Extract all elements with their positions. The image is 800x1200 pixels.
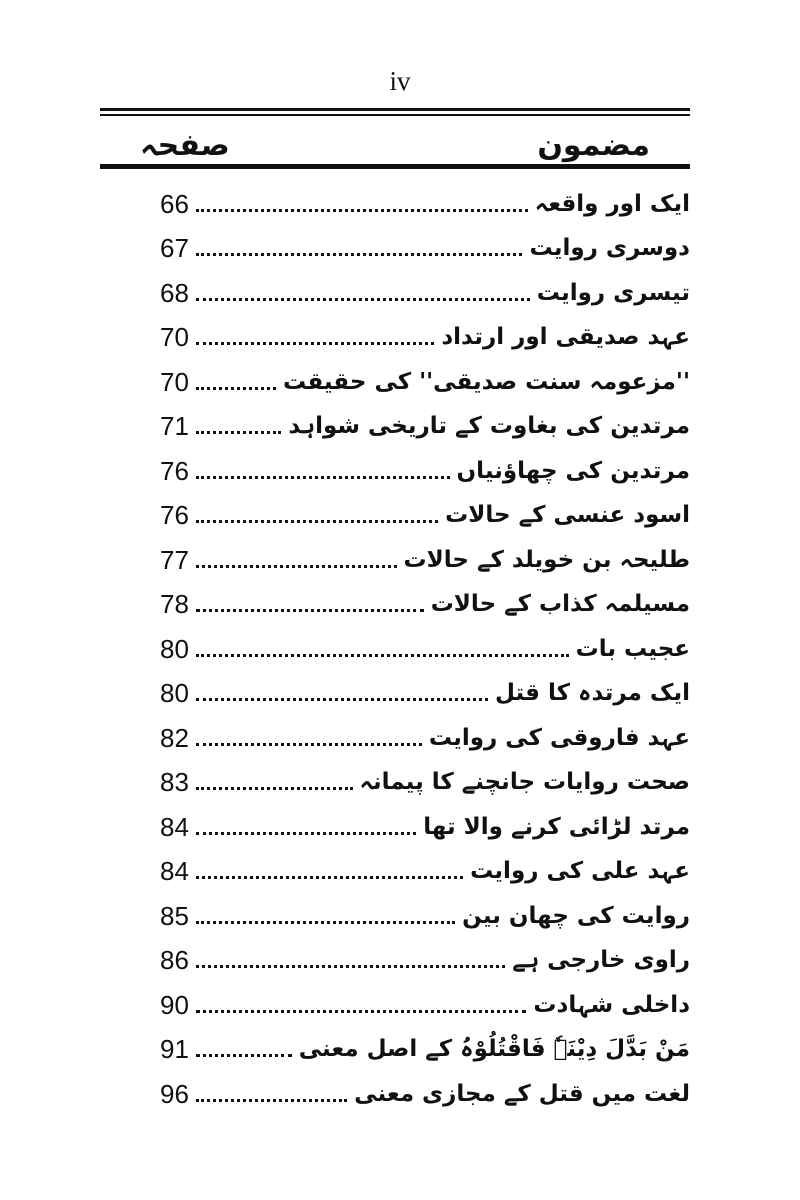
entry-page-number: 70 [160, 366, 189, 397]
entry-page-number: 96 [160, 1078, 189, 1109]
dot-leader [196, 1099, 347, 1102]
dot-leader [196, 520, 438, 523]
entry-title: عہد فاروقی کی روایت [428, 724, 690, 751]
entry-title: عہد صدیقی اور ارتداد [441, 324, 690, 351]
double-rule [100, 108, 690, 116]
toc-entry [160, 491, 690, 536]
entry-title: صحت روایات جانچنے کا پیمانہ [359, 769, 690, 796]
entry-title: ایک مرتدہ کا قتل [494, 680, 690, 707]
toc-entry [160, 802, 690, 847]
entry-title: اسود عنسی کے حالات [445, 502, 690, 529]
entry-page-number: 82 [160, 722, 189, 753]
dot-leader [196, 965, 505, 968]
entry-page-number: 77 [160, 544, 189, 575]
dot-leader [196, 1010, 527, 1013]
entry-page-number: 80 [160, 633, 189, 664]
dot-leader [196, 298, 530, 301]
toc-entry [160, 891, 690, 936]
entry-page-number: 91 [160, 1034, 189, 1064]
toc-entry [160, 268, 690, 313]
entry-page-number: 80 [160, 678, 189, 708]
entry-title: مَنْ بَدَّلَ دِیْنَہٗ فَاقْتُلُوْہُ کے اصل معنی [298, 1036, 690, 1063]
page-column-label: صفحہ [140, 128, 230, 163]
toc-entry [160, 402, 690, 447]
toc-entry [160, 224, 690, 269]
dot-leader [196, 787, 353, 790]
dot-leader [196, 387, 276, 390]
toc-entry [160, 1025, 690, 1070]
dot-leader [196, 609, 424, 612]
entry-title: ''مزعومہ سنت صدیقی'' کی حقیقت [283, 368, 690, 395]
dot-leader [196, 342, 434, 345]
entry-title: عہد علی کی روایت [470, 858, 690, 885]
entry-page-number: 67 [160, 233, 189, 263]
toc-entry [160, 179, 690, 224]
entry-title: مسیلمہ کذاب کے حالات [430, 591, 690, 618]
dot-leader [196, 654, 569, 657]
toc-entry [160, 580, 690, 625]
dot-leader [196, 476, 450, 479]
dot-leader [196, 743, 422, 746]
toc-entry [160, 669, 690, 714]
entry-page-number: 86 [160, 945, 189, 975]
dot-leader [196, 253, 523, 256]
entry-page-number: 78 [160, 589, 189, 619]
entry-page-number: 90 [160, 989, 189, 1020]
dot-leader [196, 209, 528, 212]
toc-entry [160, 357, 690, 402]
entry-title: راوی خارجی ہے [512, 947, 690, 974]
toc-header [100, 116, 690, 164]
toc-entry [160, 713, 690, 758]
entry-page-number: 68 [160, 277, 189, 308]
toc-entry [160, 936, 690, 981]
dot-leader [196, 698, 488, 701]
entry-page-number: 85 [160, 900, 189, 931]
entry-title: لغت میں قتل کے مجازی معنی [354, 1080, 690, 1107]
entry-title: ایک اور واقعہ [534, 190, 690, 217]
toc-entry [160, 847, 690, 892]
subject-column-label: مضمون [537, 128, 650, 163]
toc-entry [160, 1069, 690, 1114]
entry-page-number: 71 [160, 411, 189, 441]
entry-title: عجیب بات [575, 635, 690, 662]
entry-title: روایت کی چھان بین [462, 902, 690, 929]
entry-page-number: 83 [160, 767, 189, 797]
dot-leader [196, 565, 397, 568]
entry-title: مرتدین کی چھاؤنیاں [456, 457, 690, 484]
dot-leader [196, 431, 281, 434]
entry-page-number: 66 [160, 188, 189, 219]
dot-leader [196, 921, 455, 924]
dot-leader [196, 1054, 292, 1057]
toc-entry [160, 980, 690, 1025]
toc-entry [160, 758, 690, 803]
toc-list [160, 179, 690, 1114]
toc-entry [160, 624, 690, 669]
header-rule [100, 164, 690, 169]
dot-leader [196, 832, 416, 835]
entry-page-number: 70 [160, 322, 189, 352]
toc-entry [160, 446, 690, 491]
dot-leader [196, 876, 463, 879]
entry-title: دوسری روایت [529, 235, 690, 262]
entry-title: تیسری روایت [536, 279, 690, 306]
entry-title: مرتد لڑائی کرنے والا تھا [423, 813, 690, 840]
entry-page-number: 84 [160, 811, 189, 842]
toc-entry [160, 535, 690, 580]
folio-page-number: iv [389, 66, 411, 96]
entry-page-number: 76 [160, 455, 189, 486]
entry-title: مرتدین کی بغاوت کے تاریخی شواہد [288, 413, 690, 440]
entry-title: طلیحہ بن خویلد کے حالات [403, 546, 690, 573]
entry-title: داخلی شہادت [533, 991, 690, 1018]
entry-page-number: 76 [160, 500, 189, 530]
entry-page-number: 84 [160, 856, 189, 886]
toc-entry [160, 313, 690, 358]
